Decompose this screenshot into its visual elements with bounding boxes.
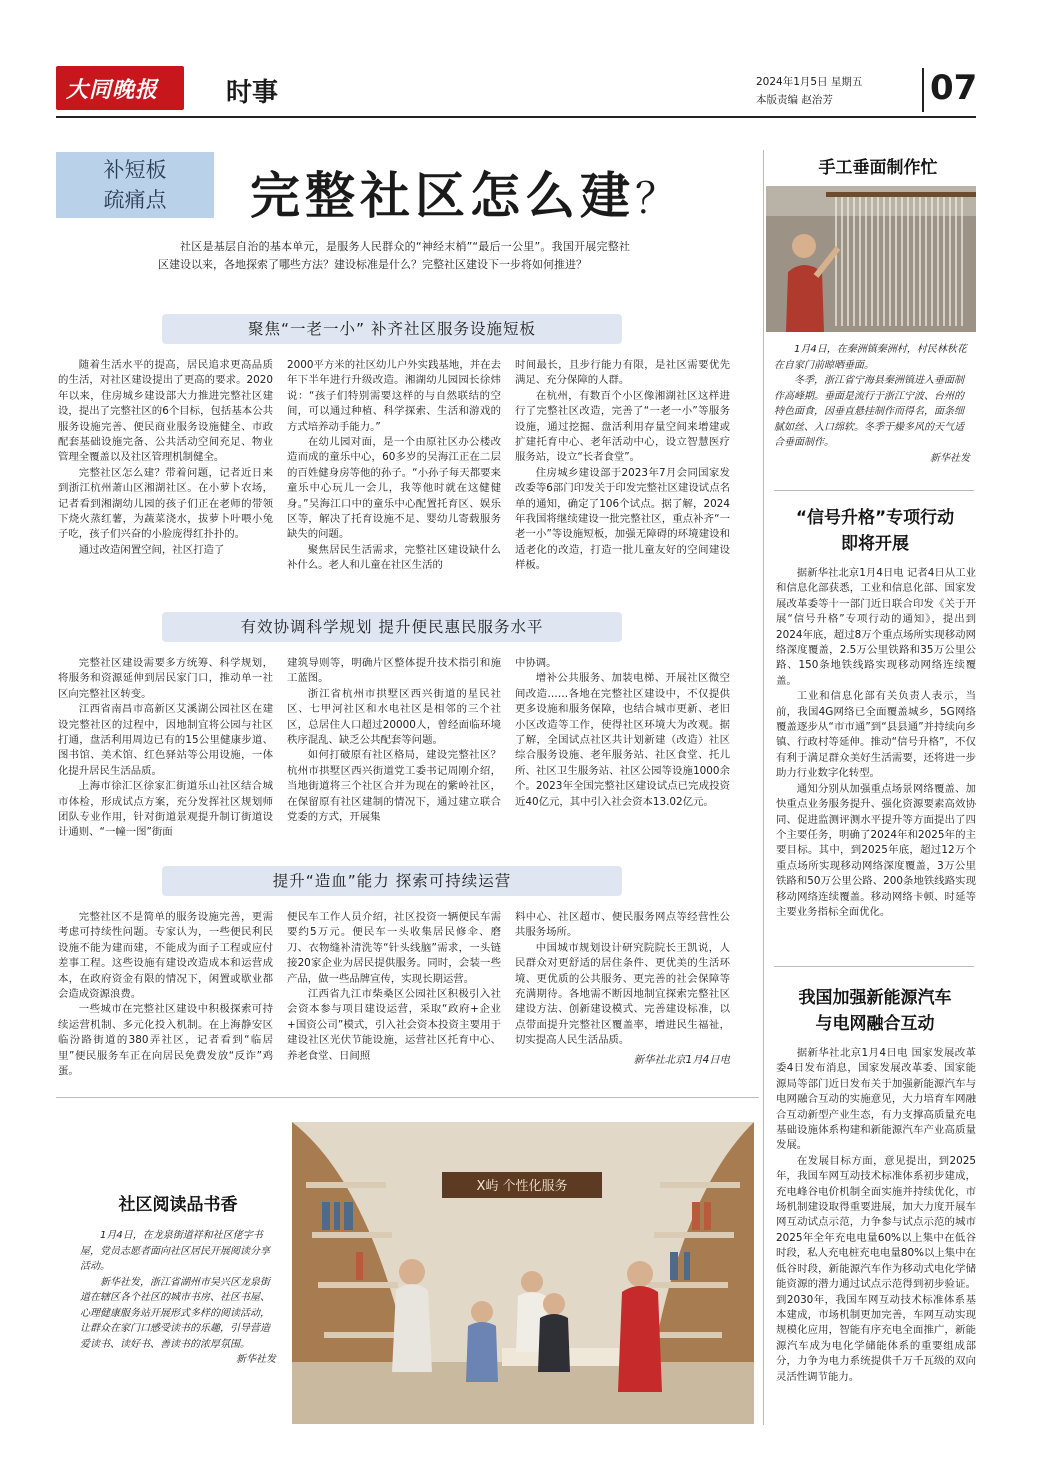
- section-2-col-2: [287, 656, 501, 825]
- paragraph: 江西省南昌市高新区艾溪湖公园社区在建设完整社区的过程中，因地制宜将公园与社区打通，盘活利用周边已有的15公里健康步道、图书馆、美术馆、红色驿站等公用设施，一体化提升居民生活品质。: [58, 703, 273, 777]
- signal-title-line2: 即将开展: [841, 534, 909, 554]
- paragraph: 通知分别从加强重点场景网络覆盖、加快重点业务服务提升、强化资源要素高效协同、促进监测评测水平提升等方面提出了四个主要任务，明确了2024年和2025年的主要目标。其中，到2025年底，超过12万个重点场所实现移动网络深度覆盖，3万公里铁路和50万公里公路、200条地铁线路实现移动网络连续覆盖。移动网络卡顿、时延等主要业务指标全面优化。: [776, 782, 976, 918]
- feature-lead-text: 社区是基层自治的基本单元，是服务人民群众的“神经末梢”“最后一公里”。我国开展完整社区建设以来，各地探索了哪些方法？建设标准是什么？完整社区建设下一步将如何推进？: [158, 240, 630, 271]
- noodles-title: 手工垂面制作忙: [818, 158, 938, 178]
- signal-body: [776, 566, 976, 920]
- section-1-col-3: [515, 358, 730, 574]
- section-3-col-3: [515, 910, 730, 1068]
- paragraph: 建筑导则等，明确片区整体提升技术指引和施工蓝图。: [287, 657, 501, 685]
- paragraph: 在幼儿园对面，是一个由原社区办公楼改造而成的童乐中心，60多岁的吴海江正在二层的百姓健身房等他的孙子。“小孙子每天都要来童乐中心玩儿一会儿，我等他时就在这健健身。”吴海江口中的童乐中心配置托育区、娱乐区等，解决了托育设施不足、婴幼儿寄载服务缺失的问题。: [287, 436, 501, 541]
- section-1-heading: 聚焦“一老一小” 补齐社区服务设施短板: [162, 314, 622, 344]
- feature-tag-line2: 疏痛点: [103, 188, 167, 212]
- noodles-photo: [766, 186, 976, 332]
- reading-title: 社区阅读品书香: [118, 1195, 238, 1215]
- reading-photo-sign: X屿 个性化服务: [476, 1179, 568, 1194]
- paragraph: 中国城市规划设计研究院院长王凯说，人民群众对更舒适的居住条件、更优美的生活环境、更优质的公共服务、更完善的社会保障等充满期待。各地需不断因地制宜探索完整社区建设方法、创新建设模式、完善建设标准，以点带面提升完整社区覆盖率，增进民生福祉，切实提高人民生活品质。: [515, 941, 730, 1047]
- ev-title: [774, 985, 976, 1037]
- paragraph: 聚焦居民生活需求，完整社区建设缺什么补什么。老人和儿童在社区生活的: [287, 543, 501, 572]
- section-2-heading: 有效协调科学规划 提升便民惠民服务水平: [162, 612, 622, 642]
- date-line: 2024年1月5日 星期五: [756, 76, 863, 88]
- feature-tag: [56, 152, 214, 218]
- signal-title-line1: “信号升格”专项行动: [795, 508, 955, 528]
- logo-text: 大同晚报: [66, 77, 159, 103]
- feature-lead: [158, 238, 630, 274]
- paragraph: 江西省九江市柴桑区公园社区积极引入社会资本参与项目建设运营，采取“政府+企业+国资公司”模式，引入社会资本投资主要用于建设社区光伏节能设施，运营社区托育中心、养老食堂、日间照: [287, 988, 501, 1062]
- page-divider: [922, 68, 924, 112]
- caption-text: 1月4日，在龙泉街道祥和社区佬字书屋，党员志愿者面向社区居民开展阅读分享活动。: [80, 1230, 270, 1272]
- page-number: 07: [930, 68, 978, 108]
- signal-title: [774, 505, 976, 557]
- paragraph: 随着生活水平的提高，居民追求更高品质的生活，对社区建设提出了更高的要求。2020年以来，住房城乡建设部大力推进完整社区建设，提出了完整社区的6个目标，包括基本公共服务设施完善、便民商业服务设施健全、市政配套基础设施完备、公共活动空间充足、物业管理全覆盖以及社区管理机制健全。: [58, 359, 273, 464]
- paragraph: 据新华社北京1月4日电 国家发展改革委4日发布消息，国家发展改革委、国家能源局等部门近日发布关于加强新能源汽车与电网融合互动的实施意见，大力培育车网融合互动新型产业生态，有力支撑高质量充电基础设施体系构建和新能源汽车产业高质量发展。: [776, 1047, 976, 1152]
- paragraph: 住房城乡建设部于2023年7月会同国家发改委等6部门印发关于印发完整社区建设试点名单的通知，确定了106个试点。据了解，2024年我国将继续建设一批完整社区，重点补齐“一老一小”等设施短板，加强无障碍的环境建设和适老化的改造，打造一批儿童友好的空间建设样板。: [515, 466, 730, 572]
- reading-photo: [292, 1122, 754, 1424]
- paragraph: 浙江省杭州市拱墅区西兴街道的星民社区、七甲河社区和水电社区是相邻的三个社区，总居住人口超过20000人，曾经面临环境秩序混乱、缺乏公共配套等问题。: [287, 687, 501, 747]
- paragraph: 据新华社北京1月4日电 记者4日从工业和信息化部获悉，工业和信息化部、国家发展改革委等十一部门近日联合印发《关于开展“信号升格”专项行动的通知》，提出到2024年底，超过8万个重点场所实现移动网络深度覆盖，2.5万公里铁路和35万公里公路、150条地铁线路实现移动网络连续覆盖。: [776, 567, 976, 687]
- bottom-divider: [56, 1097, 759, 1098]
- feature-title-mark: ？: [635, 174, 683, 223]
- section-2-col-1: [58, 656, 273, 841]
- paragraph: 在发展目标方面，意见提出，到2025年，我国车网互动技术标准体系初步建成，充电峰谷电价机制全面实施并持续优化，市场机制建设取得重要进展，加大力度开展车网互动试点示范，力争参与试点示范的城市2025年全年充电电量60%以上集中在低谷时段，私人充电桩充电电量80%以上集中在低谷时段，新能源汽车作为移动式电化学储能资源的潜力通过试点示范得到初步验证。到2030年，我国车网互动技术标准体系基本建成，市场机制更加完善，车网互动实现规模化应用，智能有序充电全面推广，新能源汽车成为电化学储能体系的重要组成部分，力争为电力系统提供千万千瓦级的双向灵活性调节能力。: [776, 1154, 976, 1383]
- ev-title-line2: 与电网融合互动: [815, 1014, 935, 1034]
- paragraph: 增补公共服务、加装电梯、开展社区微空间改造……各地在完整社区建设中，不仅提供更多设施和服务保障，也结合城市更新、老旧小区改造等工作，使得社区环境大为改观。据了解，全国试点社区共计划新建（改造）社区综合服务设施、老年服务站、社区食堂、托儿所、社区卫生服务站、社区公园等设施1000余个。2023年全国完整社区建设试点已完成投资近40亿元，其中引入社会资本13.02亿元。: [515, 672, 730, 808]
- paragraph: 2000平方米的社区幼儿户外实践基地，并在去年下半年进行升级改造。湘湖幼儿园园长徐炜说：“孩子们特别需要这样的与自然联结的空间，可以通过种植、科学探索、生活和游戏的方式培养动手能力。”: [287, 359, 501, 433]
- noodles-photo-svg: [766, 186, 976, 332]
- masthead: [56, 62, 976, 120]
- section-3-col-2: [287, 910, 501, 1064]
- masthead-logo: [56, 66, 184, 110]
- caption-text: 1月4日，在秦洲镇秦洲村，村民林秋花在自家门前晾晒垂面。: [774, 344, 967, 371]
- paragraph: 上海市徐汇区徐家汇街道乐山社区结合城市体检，形成试点方案，充分发挥社区规划师团队专业作用，针对街道景观提升制订街道设计通则、“一幢一图”街面: [58, 780, 273, 839]
- reading-caption: [80, 1228, 276, 1368]
- feature-title-text: 完整社区怎么建: [250, 167, 635, 225]
- paragraph: 完整社区怎么建？带着问题，记者近日来到浙江杭州萧山区湘湖社区。在小萝卜农场，记者看到湘湖幼儿园的孩子们正在老师的带领下烧火蒸红薯，为蔬菜浇水，拔萝卜叶喂小兔子吃，孩子们兴奋的小脸庞得红扑扑的。: [58, 466, 273, 541]
- editor-line: 本版责编 赵治芳: [756, 94, 833, 106]
- reading-photo-svg: [292, 1122, 754, 1424]
- paragraph: 完整社区建设需要多方统筹、科学规划，将服务和资源延伸到居民家门口，推动单一社区向完整社区转变。: [58, 657, 273, 700]
- paragraph: 如何打破原有社区格局，建设完整社区？杭州市拱墅区西兴街道党工委书记周刚介绍，当地街道将三个社区合并为现在的紫岭社区，在保留原有社区建制的情况下，通过建立联合党委的方式，开展集: [287, 749, 501, 824]
- paragraph: 完整社区不是简单的服务设施完善，更需考虑可持续性问题。专家认为，一些便民利民设施不能为建而建，不能成为面子工程或应付差事工程。这些设施有建设改造成本和运营成本，在政府资金有限的情况下，闲置或歇业都会造成资源浪费。: [58, 911, 273, 1001]
- caption-credit: 新华社发: [236, 1354, 276, 1365]
- sidebar-rule-2: [774, 966, 974, 967]
- section-1-col-2: [287, 358, 501, 574]
- paragraph: 便民车工作人员介绍，社区投资一辆便民车需要约5万元。便民车一头收集居民修伞、磨刀、衣物缝补清洗等“针头线脑”需求，一头链接20家企业为居民提供服务。同时，会装一些产品，做一些品牌宣传，实现长期运营。: [287, 911, 501, 985]
- section-2-col-3: [515, 656, 730, 810]
- caption-text: 新华社发，浙江省湖州市吴兴区龙泉街道在辖区各个社区的城市书房、社区书屋、心理健康服务站开展形式多样的阅读活动，让群众在家门口感受读书的乐趣，引导营造爱读书、读好书、善读书的浓厚氛围。: [80, 1276, 270, 1350]
- paragraph: 中协调。: [515, 657, 557, 669]
- noodles-caption: [774, 342, 970, 466]
- article-credit: 新华社北京1月4日电: [633, 1053, 730, 1066]
- section-3-col-1: [58, 910, 273, 1079]
- right-column-divider: [763, 150, 764, 1425]
- paragraph: 通过改造闲置空间，社区打造了: [78, 543, 225, 556]
- ev-body: [776, 1046, 976, 1385]
- paragraph: 工业和信息化部有关负责人表示，当前，我国4G网络已全面覆盖城乡，5G网络覆盖逐步从“市市通”到“县县通”并持续向乡镇、行政村等延伸。推动“信号升格”，不仅有利于满足群众美好生活需要，还将进一步助力行业数字化转型。: [776, 690, 976, 780]
- paragraph: 料中心、社区超市、便民服务网点等经营性公共服务场所。: [515, 911, 730, 939]
- section-3-heading: 提升“造血”能力 探索可持续运营: [162, 866, 622, 896]
- section-name: 时事: [226, 78, 279, 108]
- masthead-rule: [56, 116, 976, 118]
- ev-title-line1: 我国加强新能源汽车: [798, 988, 952, 1008]
- sidebar-rule-1: [774, 490, 974, 491]
- paragraph: 在杭州，有数百个小区像湘湖社区这样进行了完整社区改造，完善了“一老一小”等服务设施，通过挖掘、盘活利用存量空间来增建或扩建托育中心、老年活动中心，设立智慧医疗服务站，设立“长者食堂”。: [515, 389, 730, 464]
- feature-title: [250, 156, 682, 228]
- caption-credit: 新华社发: [930, 452, 970, 464]
- feature-tag-line1: 补短板: [103, 158, 167, 182]
- paragraph: 一些城市在完整社区建设中积极探索可持续运营机制、多元化投入机制。在上海静安区临汾路街道的380弄社区，记者看到“临居里”便民服务车正在向居民免费发放“反诈”鸡蛋。: [58, 1003, 273, 1078]
- paragraph: 时间最长，且步行能力有限，是社区需要优先满足、充分保障的人群。: [515, 359, 730, 387]
- section-1-col-1: [58, 358, 273, 558]
- caption-text: 冬季，浙江省宁海县秦洲镇进入垂面制作高峰期。垂面是流行于浙江宁波、台州的特色面食，因垂直悬挂制作而得名，面条细腻如丝、入口绵软。冬季干燥多风的天气适合垂面制作。: [774, 375, 964, 448]
